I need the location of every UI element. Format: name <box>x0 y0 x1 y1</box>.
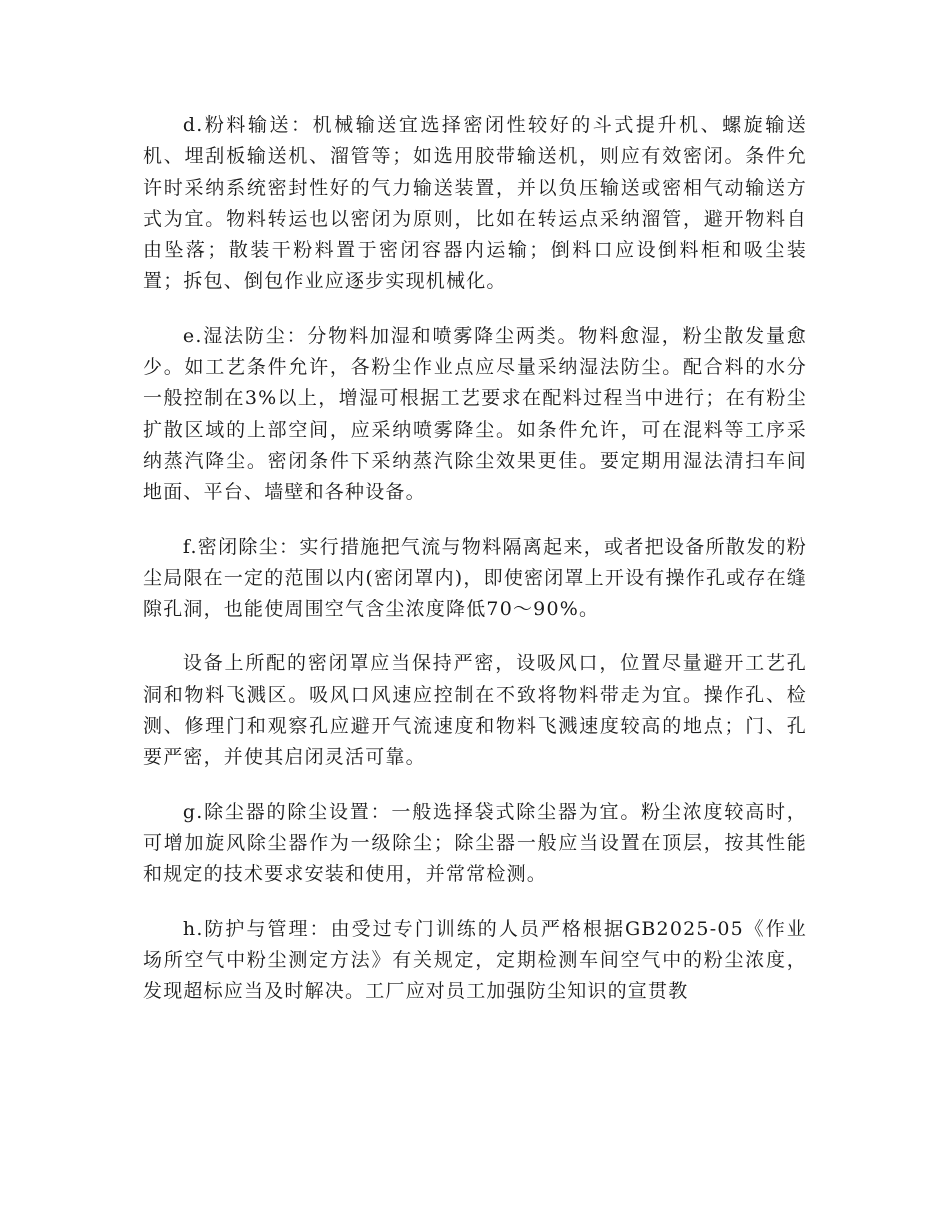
paragraph-wet-dust-control: e.湿法防尘：分物料加湿和喷雾降尘两类。物料愈湿，粉尘散发量愈少。如工艺条件允许，各粉尘作业点应尽量采纳湿法防尘。配合料的水分一般控制在3%以上，增湿可根据工艺要求在配料过程当中进行；在有粉尘扩散区域的上部空间，应采纳喷雾降尘。如条件允许，可在混料等工序采纳蒸汽降尘。密闭条件下采纳蒸汽除尘效果更佳。要定期用湿法清扫车间地面、平台、墙壁和各种设备。 <box>143 324 807 504</box>
paragraph-dust-collector: g.除尘器的除尘设置：一般选择袋式除尘器为宜。粉尘浓度较高时，可增加旋风除尘器作为一级除尘；除尘器一般应当设置在顶层，按其性能和规定的技术要求安装和使用，并常常检测。 <box>143 800 807 886</box>
paragraph-enclosed-dust-removal: f.密闭除尘：实行措施把气流与物料隔离起来，或者把设备所散发的粉尘局限在一定的范围以内(密闭罩内)，即使密闭罩上开设有操作孔或存在缝隙孔洞，也能使周围空气含尘浓度降低70～90%。 <box>143 535 807 621</box>
paragraph-protection-management: h.防护与管理：由受过专门训练的人员严格根据GB2025-05《作业场所空气中粉尘测定方法》有关规定，定期检测车间空气中的粉尘浓度，发现超标应当及时解决。工厂应对员工加强防尘知识的宣贯教 <box>143 917 807 1003</box>
paragraph-powder-conveying: d.粉料输送：机械输送宜选择密闭性较好的斗式提升机、螺旋输送机、埋刮板输送机、溜管等；如选用胶带输送机，则应有效密闭。条件允许时采纳系统密封性好的气力输送装置，并以负压输送或密相气动输送方式为宜。物料转运也以密闭为原则，比如在转运点采纳溜管，避开物料自由坠落；散装干粉料置于密闭容器内运输；倒料口应设倒料柜和吸尘装置；拆包、倒包作业应逐步实现机械化。 <box>143 114 807 293</box>
document-body <box>143 110 807 1007</box>
paragraph-enclosure-hood: 设备上所配的密闭罩应当保持严密，设吸风口，位置尽量避开工艺孔洞和物料飞溅区。吸风口风速应控制在不致将物料带走为宜。操作孔、检测、修理门和观察孔应避开气流速度和物料飞溅速度较高的地点；门、孔要严密，并使其启闭灵活可靠。 <box>143 652 807 769</box>
